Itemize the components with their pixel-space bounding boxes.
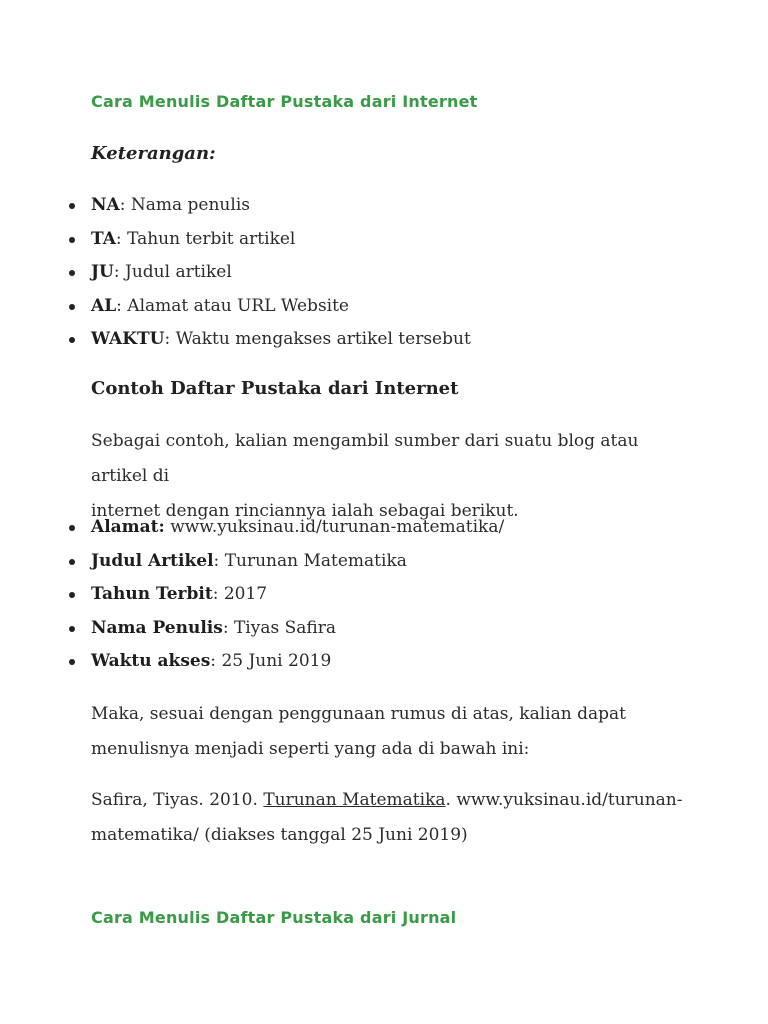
list-item [47, 223, 471, 257]
maka-paragraph [91, 697, 691, 767]
heading-internet: Cara Menulis Daftar Pustaka dari Internet [91, 92, 478, 111]
example-list [47, 511, 504, 679]
item-sep: : [222, 617, 234, 638]
item-key: Waktu akses [91, 651, 211, 671]
item-sep: : [113, 262, 126, 282]
list-item [47, 323, 471, 357]
item-sep: : [210, 651, 222, 671]
maka-line-1: Maka, sesuai dengan penggunaan rumus di atas, kalian dapat [91, 704, 626, 724]
list-item [47, 256, 471, 290]
item-sep: : [212, 584, 224, 604]
citation-prefix: Safira, Tiyas. 2010. [91, 790, 264, 810]
bullet-icon [69, 659, 75, 665]
citation-paragraph [91, 783, 691, 853]
keterangan-label: Keterangan: [91, 143, 216, 164]
item-sep: : [115, 228, 128, 249]
bullet-icon [69, 559, 75, 565]
intro-line-1: Sebagai contoh, kalian mengambil sumber dari suatu blog atau artikel di [91, 431, 639, 486]
bullet-icon [69, 304, 75, 310]
item-key: JU [91, 262, 114, 282]
item-key: WAKTU [91, 329, 165, 349]
item-sep: : [116, 295, 128, 316]
bullet-icon [69, 626, 75, 632]
item-desc: Waktu mengakses artikel tersebut [175, 329, 471, 349]
list-item [47, 578, 504, 612]
bullet-icon [69, 237, 75, 243]
item-key: Nama Penulis [91, 617, 223, 638]
item-desc: 25 Juni 2019 [221, 651, 332, 671]
intro-line-2: internet dengan rinciannya ialah sebagai berikut. [91, 501, 519, 521]
item-key: Alamat: [91, 517, 165, 537]
bullet-icon [69, 203, 75, 209]
list-item [47, 511, 504, 545]
item-desc: Tiyas Safira [233, 617, 336, 638]
bullet-icon [69, 270, 75, 276]
list-item [47, 290, 471, 324]
bullet-icon [69, 592, 75, 598]
item-desc: Turunan Matematika [224, 550, 407, 571]
keterangan-list [47, 189, 471, 357]
citation-line-2: matematika/ (diakses tanggal 25 Juni 2019) [91, 825, 468, 845]
list-item [47, 645, 504, 679]
heading-jurnal: Cara Menulis Daftar Pustaka dari Jurnal [91, 908, 457, 927]
bullet-icon [69, 525, 75, 531]
maka-line-2: menulisnya menjadi seperti yang ada di bawah ini: [91, 739, 530, 759]
item-key: AL [91, 295, 117, 316]
citation-title: Turunan Matematika [263, 790, 446, 810]
list-item [47, 189, 471, 223]
bullet-icon [69, 337, 75, 343]
item-sep: : [213, 550, 225, 571]
citation-suffix: . www.yuksinau.id/turunan- [445, 790, 683, 810]
list-item [47, 612, 504, 646]
item-desc: Judul artikel [125, 262, 232, 282]
contoh-heading: Contoh Daftar Pustaka dari Internet [91, 378, 459, 399]
item-key: Tahun Terbit [91, 584, 213, 604]
item-sep: : [164, 329, 176, 349]
item-desc: Nama penulis [130, 195, 250, 215]
item-sep: : [119, 195, 131, 215]
item-key: NA [91, 195, 120, 215]
item-key: Judul Artikel [91, 550, 214, 571]
list-item [47, 545, 504, 579]
item-desc: 2017 [223, 584, 268, 604]
item-key: TA [91, 228, 116, 249]
item-desc: Tahun terbit artikel [127, 228, 296, 249]
item-desc: Alamat atau URL Website [127, 295, 349, 316]
item-desc: www.yuksinau.id/turunan-matematika/ [170, 517, 505, 537]
